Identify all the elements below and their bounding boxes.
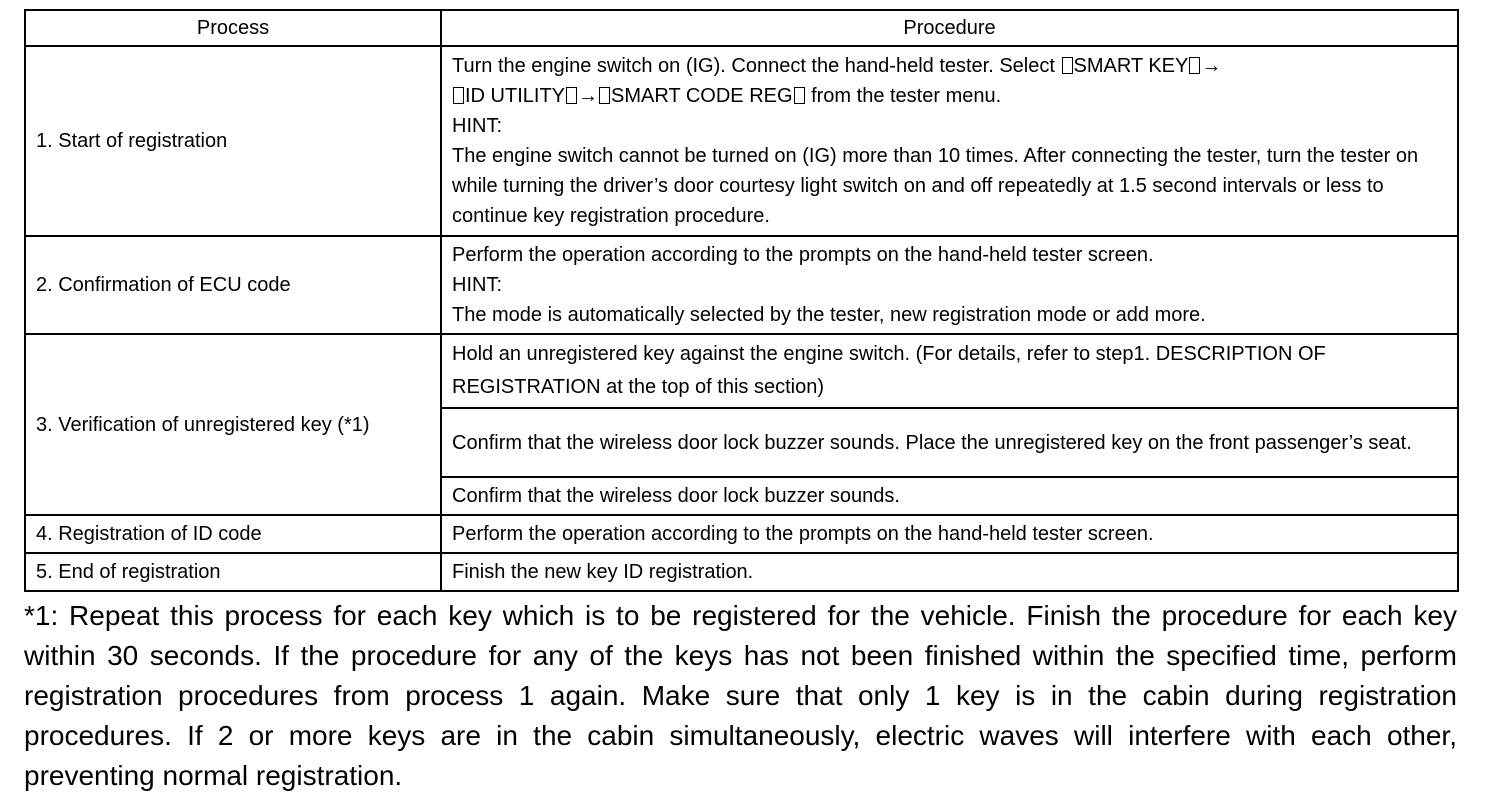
process-cell: 1. Start of registration (25, 46, 441, 236)
table-row (25, 515, 1458, 553)
table-row (25, 553, 1458, 591)
procedure-text: Turn the engine switch on (IG). Connect the hand-held tester. Select (452, 55, 1061, 77)
missing-glyph-icon (1189, 57, 1200, 74)
process-cell: 4. Registration of ID code (25, 515, 441, 553)
process-cell: 5. End of registration (25, 553, 441, 591)
table-header-row (25, 10, 1458, 46)
procedure-cell: Hold an unregistered key against the engine switch. (For details, refer to step1. DESCRIPTION OF REGISTRATION at the top of this section) (441, 334, 1458, 408)
missing-glyph-icon (794, 87, 805, 104)
process-cell: 3. Verification of unregistered key (*1) (25, 334, 441, 515)
arrow-icon: → (578, 85, 599, 107)
footnote: *1: Repeat this process for each key which is to be registered for the vehicle. Finish the procedure for each key within 30 seconds. If the procedure for any of the keys has not been finished within the specified time, perform registration procedures from process 1 again. Make sure that only 1 key is in the cabin during registration procedures. If 2 or more keys are in the cabin simultaneously, electric waves will interfere with each other, preventing normal registration. (24, 600, 1457, 791)
menu-item-smart-key: SMART KEY (1073, 55, 1189, 77)
missing-glyph-icon (566, 87, 577, 104)
procedure-line (452, 51, 1447, 81)
table-row (25, 334, 1458, 408)
hint-label: HINT: (452, 115, 502, 137)
menu-item-smart-code-reg: SMART CODE REG (611, 85, 793, 107)
procedure-line (452, 81, 1447, 111)
hint-text: The engine switch cannot be turned on (IG) more than 10 times. After connecting the tester, turn the tester on while turning the driver’s door courtesy light switch on and off repeatedly at 1.5 second intervals or less to continue key registration procedure. (452, 145, 1419, 227)
missing-glyph-icon (1062, 57, 1073, 74)
procedure-cell: Confirm that the wireless door lock buzzer sounds. (441, 477, 1458, 515)
procedure-cell (441, 236, 1458, 334)
menu-item-id-utility: ID UTILITY (465, 85, 566, 107)
hint-label: HINT: (452, 274, 502, 296)
arrow-icon: → (1201, 55, 1222, 77)
procedure-cell: Perform the operation according to the prompts on the hand-held tester screen. (441, 515, 1458, 553)
table-row (25, 236, 1458, 334)
header-process: Process (25, 10, 441, 46)
procedure-text: from the tester menu. (805, 85, 1002, 107)
table-row (25, 46, 1458, 236)
document-page (24, 9, 1457, 796)
procedure-text: Perform the operation according to the prompts on the hand-held tester screen. (452, 244, 1154, 266)
procedure-cell (441, 46, 1458, 236)
procedure-cell: Finish the new key ID registration. (441, 553, 1458, 591)
missing-glyph-icon (453, 87, 464, 104)
procedure-cell: Confirm that the wireless door lock buzzer sounds. Place the unregistered key on the front passenger’s seat. (441, 408, 1458, 477)
hint-text: The mode is automatically selected by the tester, new registration mode or add more. (452, 304, 1206, 326)
header-procedure: Procedure (441, 10, 1458, 46)
missing-glyph-icon (599, 87, 610, 104)
process-cell: 2. Confirmation of ECU code (25, 236, 441, 334)
registration-procedure-table (24, 9, 1459, 592)
